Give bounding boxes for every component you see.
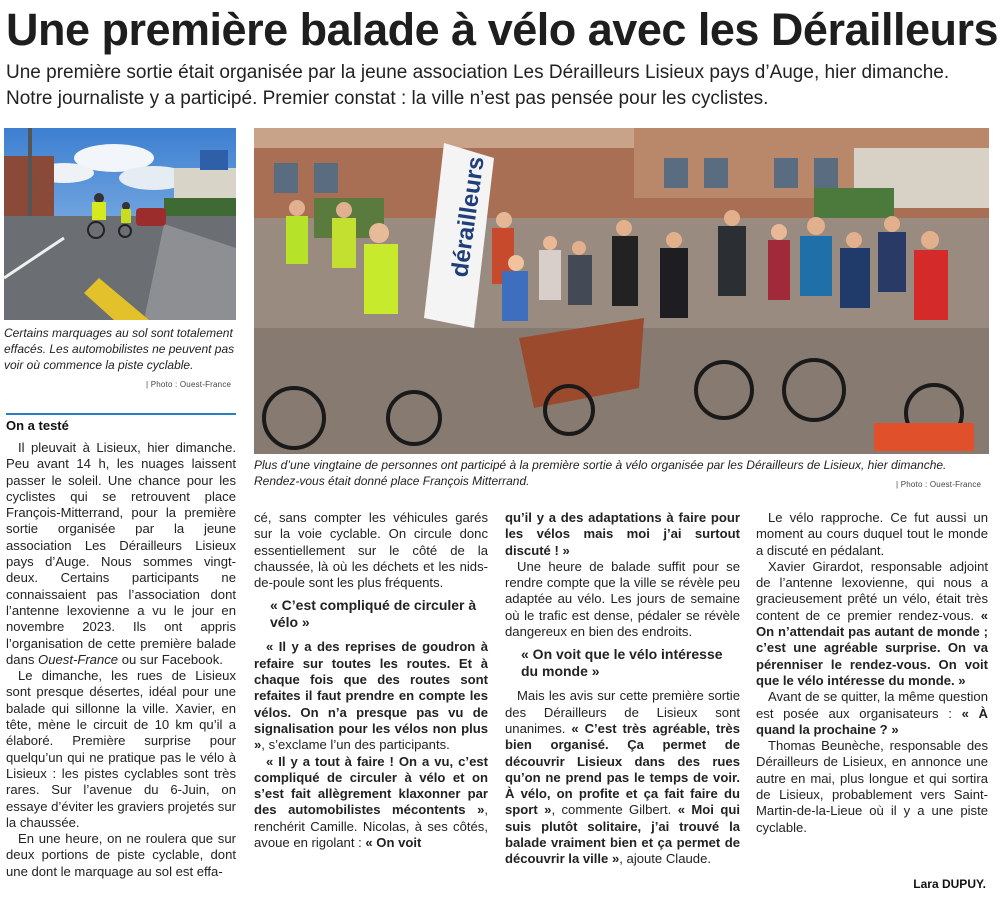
photo-street-cyclists [4,128,236,320]
col3-paragraph-1: qu’il y a des adaptations à faire pour les vélos mais moi j’ai surtout discuté ! » [505,510,740,558]
flag-text: dérailleurs [446,154,490,279]
byline: Lara DUPUY. [913,877,986,891]
col1-paragraph-1: Il pleuvait à Lisieux, hier dimanche. Peu avant 14 h, les nuages laissent passer le soleil. Une chance pour les cyclistes qui se retrouvent place François-Mitterrand, pour la première sortie organisée par la jeune association Les Dérailleurs Lisieux pays d’Auge. Nous sommes vingt-deux. Certains participants ne connaissaient pas l’association dont l’antenne lexovienne a vu le jour en novembre 2023. Ils ont appris l’organisation de cette première balade dans Ouest-France ou sur Facebook. [6,440,236,667]
photo-group-cyclists [254,128,989,454]
section-rule [6,413,236,415]
headline: Une première balade à vélo avec les Dérailleurs [6,4,999,55]
col2-paragraph-3: « Il y a tout à faire ! On a vu, c’est compliqué de circuler à vélo et on s’est fait allègrement klaxonner par des automobilistes mécontents », renchérit Camille. Nicolas, à ses côtés, avoue en rigolant : « On voit [254,753,488,851]
group-illustration [254,128,989,454]
col1-paragraph-3: En une heure, on ne roulera que sur deux portions de piste cyclable, dont une dont le marquage au sol est effa- [6,831,236,879]
col2-paragraph-1: cé, sans compter les véhicules garés sur la voie cyclable. On circule donc essentiellement sur le côté de la chaussée, là où les déchets et les nids-de-poule sont les plus fréquents. [254,510,488,591]
col4-paragraph-4: Thomas Beunèche, responsable des Dérailleurs de Lisieux, en annonce une autre en mai, plus longue et qui sortira de Lisieux, probablement vers Saint-Martin-de-la-Lieue où il y a une piste cyclable. [756,738,988,835]
small-photo-credit: | Photo : Ouest-France [146,380,232,389]
street-illustration [4,128,236,320]
col4-paragraph-3: Avant de se quitter, la même question est posée aux organisateurs : « À quand la prochaine ? » [756,689,988,737]
col2-paragraph-2: « Il y a des reprises de goudron à refaire sur toutes les routes. Et à chaque fois que des routes sont refaites il faut prendre en compte les vélos. On n’a presque pas vu de signalisation pour les vélos non plus », s’exclame l’un des participants. [254,639,488,753]
col3-subheading: « On voit que le vélo intéresse du monde » [521,646,723,680]
col2-subheading: « C’est compliqué de circuler à vélo » [270,597,477,631]
col1-paragraph-2: Le dimanche, les rues de Lisieux sont presque désertes, idéal pour une balade qui sillonne la ville. Xavier, en tête, mène le circuit de 10 km qu’il a élaboré. Première surprise pour quelqu’un qui ne pratique pas le vélo à Lisieux : les pistes cyclables sont très rares. Sur l’avenue du 6-Juin, on essaye d’éviter les graviers projetés sur la chaussée. [6,668,236,830]
col4-paragraph-2: Xavier Girardot, responsable adjoint de l’antenne lexovienne, qui nous a gracieusement prêté un vélo, était très content de ce premier rendez-vous. « On n’attendait pas autant de monde ; c’est une agréable surprise. On va pérenniser le rendez-vous. On voit que le vélo intéresse du monde. » [756,558,988,688]
col3-paragraph-2: Une heure de balade suffit pour se rendre compte que la ville se révèle peu adaptée au vélo. Les jours de semaine où le trafic est dense, pédaler se révèle dangereux en bien des endroits. [505,558,740,640]
col4-paragraph-1: Le vélo rapproche. Ce fut aussi un moment au cours duquel tout le monde a discuté en pédalant. [756,510,988,558]
main-photo-credit: | Photo : Ouest-France [896,480,982,489]
section-label: On a testé [6,418,69,433]
article-column-2 [254,510,488,851]
article-column-3 [505,510,740,868]
article-column-1 [6,440,236,880]
main-photo-caption: Plus d’une vingtaine de personnes ont participé à la première sortie à vélo organisée par les Dérailleurs de Lisieux, hier dimanche. Rendez-vous était donné place François Mitterrand. [254,458,947,488]
col3-paragraph-3: Mais les avis sur cette première sortie des Dérailleurs de Lisieux sont unanimes. « C’est très agréable, très bien organisé. Ça permet de découvrir Lisieux dans des rues qu’on ne prend pas le temps de voir. À vélo, on profite et ça fait faire du sport », commente Gilbert. « Moi qui suis plutôt solitaire, j’ai trouvé la balade vraiment bien et ça permet de découvrir la ville », ajoute Claude. [505,688,740,867]
article-column-4 [756,510,988,836]
small-photo-caption: Certains marquages au sol sont totalement effacés. Les automobilistes ne peuvent pas voir où commence la piste cyclable. [4,326,235,372]
lede: Une première sortie était organisée par la jeune association Les Dérailleurs Lisieux pays d’Auge, hier dimanche. Notre journaliste y a participé. Premier constat : la ville n’est pas pensée pour les cyclistes. [6,62,950,109]
